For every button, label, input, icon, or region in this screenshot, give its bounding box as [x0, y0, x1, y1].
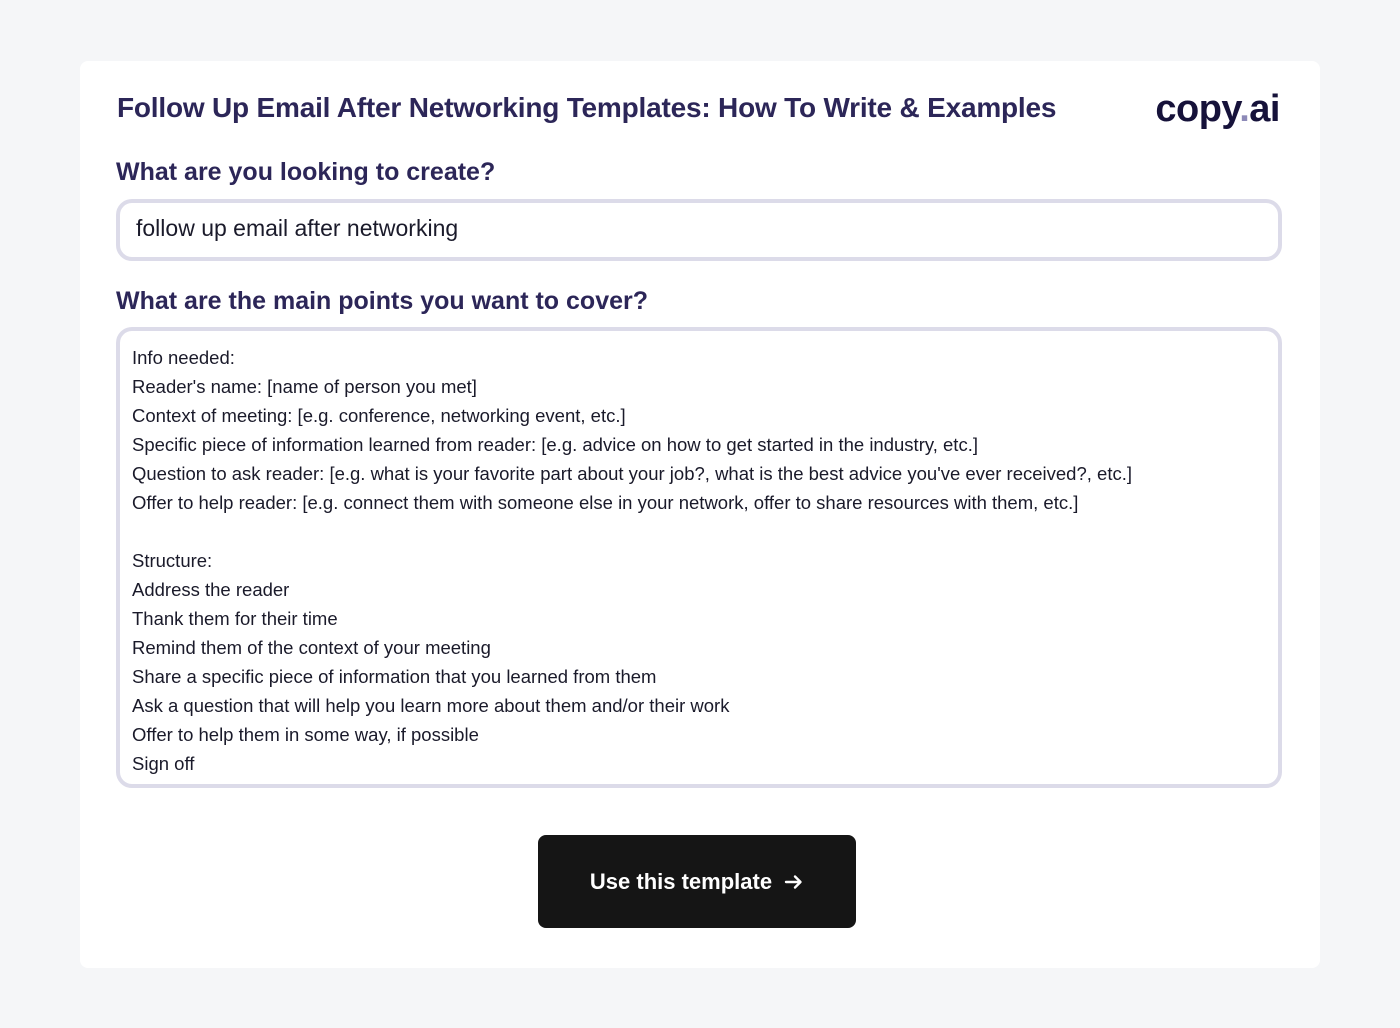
points-line: Offer to help them in some way, if possible — [132, 724, 479, 745]
points-line-blank — [132, 517, 1266, 546]
create-input[interactable] — [116, 199, 1282, 261]
points-line: Sign off — [132, 753, 195, 774]
use-template-button-label: Use this template — [589, 868, 773, 894]
create-field-label: What are you looking to create? — [116, 158, 496, 186]
points-line: Thank them for their time — [132, 608, 338, 629]
points-line: Offer to help reader: [e.g. connect them with someone else in your network, offer to share resources with them, etc.] — [132, 492, 1079, 513]
points-field-label: What are the main points you want to cover? — [116, 287, 649, 315]
points-line: Address the reader — [132, 579, 290, 600]
points-line: Ask a question that will help you learn more about them and/or their work — [132, 695, 730, 716]
arrow-right-icon — [784, 872, 804, 892]
points-line: Structure: — [132, 550, 213, 571]
points-textarea[interactable] — [116, 327, 1282, 788]
copyai-logo[interactable] — [1155, 88, 1280, 131]
use-template-button[interactable] — [538, 835, 856, 928]
points-line: Reader's name: [name of person you met] — [132, 376, 477, 397]
points-line: Remind them of the context of your meeting — [132, 637, 491, 658]
template-card — [80, 61, 1320, 968]
create-input-value: follow up email after networking — [136, 215, 459, 241]
logo-dot: . — [1239, 88, 1250, 130]
points-line: Info needed: — [132, 347, 235, 368]
points-line: Specific piece of information learned from reader: [e.g. advice on how to get started in the industry, etc.] — [132, 434, 978, 455]
points-line: Question to ask reader: [e.g. what is your favorite part about your job?, what is the best advice you've ever received?, etc.] — [132, 463, 1132, 484]
points-line: Context of meeting: [e.g. conference, networking event, etc.] — [132, 405, 626, 426]
logo-text-suffix: ai — [1249, 88, 1280, 130]
points-line: Share a specific piece of information that you learned from them — [132, 666, 657, 687]
page-title: Follow Up Email After Networking Templates: How To Write & Examples — [117, 92, 1057, 123]
logo-text-main: copy — [1155, 88, 1240, 130]
